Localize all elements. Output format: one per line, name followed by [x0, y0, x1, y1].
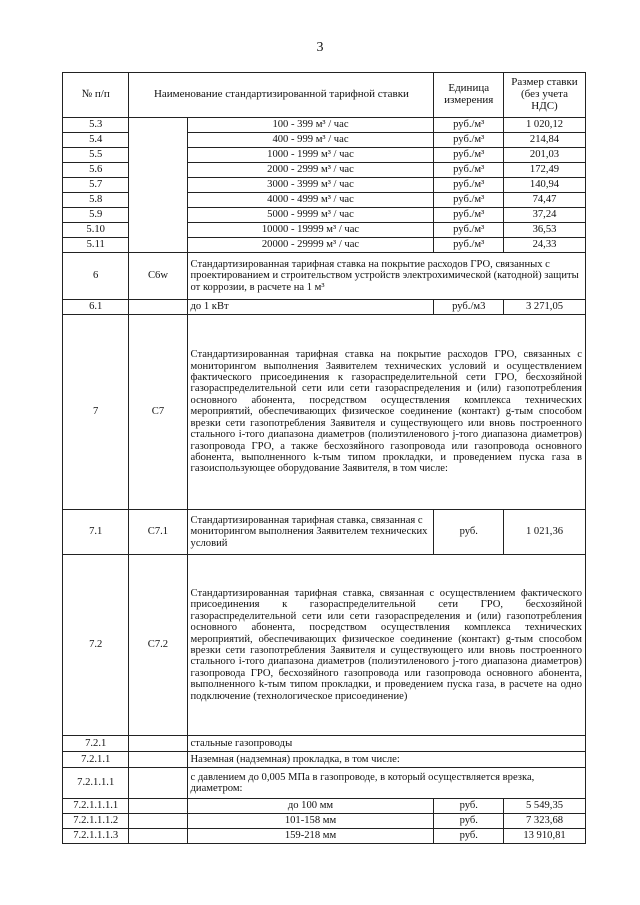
header-num: № п/п [63, 73, 129, 118]
code-cell-empty [129, 799, 187, 814]
rate-value: 74,47 [504, 193, 586, 208]
table-row [63, 736, 586, 752]
row-number: 5.3 [63, 118, 129, 133]
rate-description: с давлением до 0,005 МПа в газопроводе, в который осуществляется врезка, диаметром: [187, 768, 585, 799]
rate-name: 159-218 мм [187, 829, 434, 844]
table-row [63, 300, 586, 315]
table-row [63, 118, 586, 133]
unit-cell: руб./м3 [434, 300, 504, 315]
unit-cell: руб./м³ [434, 148, 504, 163]
rate-name: 1000 - 1999 м³ / час [187, 148, 434, 163]
rate-value: 201,03 [504, 148, 586, 163]
rate-name: 400 - 999 м³ / час [187, 133, 434, 148]
table-header-row [63, 73, 586, 118]
row-number: 6.1 [63, 300, 129, 315]
table-row [63, 829, 586, 844]
row-number: 7.2.1.1.1.2 [63, 814, 129, 829]
row-number: 6 [63, 253, 129, 300]
table-row [63, 253, 586, 300]
table-row [63, 768, 586, 799]
rate-name: 101-158 мм [187, 814, 434, 829]
row-number: 5.8 [63, 193, 129, 208]
header-unit: Единица измерения [434, 73, 504, 118]
rate-name: 3000 - 3999 м³ / час [187, 178, 434, 193]
row-number: 5.5 [63, 148, 129, 163]
table-row [63, 752, 586, 768]
rate-name: 5000 - 9999 м³ / час [187, 208, 434, 223]
unit-cell: руб./м³ [434, 193, 504, 208]
unit-cell: руб. [434, 829, 504, 844]
header-name: Наименование стандартизированной тарифной ставки [129, 73, 434, 118]
row-number: 7.2.1.1.1.3 [63, 829, 129, 844]
table-row [63, 799, 586, 814]
unit-cell: руб./м³ [434, 223, 504, 238]
rate-name: 100 - 399 м³ / час [187, 118, 434, 133]
rate-name: 4000 - 4999 м³ / час [187, 193, 434, 208]
table-row [63, 555, 586, 736]
unit-cell: руб. [434, 814, 504, 829]
rate-name: 20000 - 29999 м³ / час [187, 238, 434, 253]
row-number: 5.9 [63, 208, 129, 223]
rate-name: 2000 - 2999 м³ / час [187, 163, 434, 178]
unit-cell: руб./м³ [434, 208, 504, 223]
rate-code: C6w [129, 253, 187, 300]
rate-value: 1 021,36 [504, 510, 586, 555]
row-number: 5.4 [63, 133, 129, 148]
rate-value: 37,24 [504, 208, 586, 223]
page-number: 3 [316, 40, 324, 55]
rate-value: 1 020,12 [504, 118, 586, 133]
code-cell-empty [129, 736, 187, 752]
rate-description: Стандартизированная тарифная ставка, связанная с мониторингом выполнения Заявителем технических условий [187, 510, 434, 555]
unit-cell: руб./м³ [434, 178, 504, 193]
unit-cell: руб./м³ [434, 133, 504, 148]
rate-value: 3 271,05 [504, 300, 586, 315]
unit-cell: руб. [434, 799, 504, 814]
code-cell-empty [129, 814, 187, 829]
rate-value: 172,49 [504, 163, 586, 178]
rate-description: стальные газопроводы [187, 736, 585, 752]
rate-name: 10000 - 19999 м³ / час [187, 223, 434, 238]
row-number: 5.10 [63, 223, 129, 238]
table-row [63, 814, 586, 829]
rate-description: Наземная (надземная) прокладка, в том числе: [187, 752, 585, 768]
row-number: 5.11 [63, 238, 129, 253]
rate-value: 7 323,68 [504, 814, 586, 829]
code-cell-empty [129, 752, 187, 768]
rate-value: 140,94 [504, 178, 586, 193]
code-cell-empty [129, 829, 187, 844]
row-number: 7.1 [63, 510, 129, 555]
rate-value: 13 910,81 [504, 829, 586, 844]
rate-code: C7.2 [129, 555, 187, 736]
table-row [63, 510, 586, 555]
rate-value: 24,33 [504, 238, 586, 253]
row-number: 7.2.1.1 [63, 752, 129, 768]
row-number: 5.7 [63, 178, 129, 193]
rate-name: до 100 мм [187, 799, 434, 814]
code-cell-empty [129, 768, 187, 799]
row-number: 7.2.1.1.1 [63, 768, 129, 799]
rate-value: 5 549,35 [504, 799, 586, 814]
rate-code: C7 [129, 315, 187, 510]
row-number: 7.2 [63, 555, 129, 736]
unit-cell: руб./м³ [434, 163, 504, 178]
code-cell-empty [129, 118, 187, 253]
rate-description: Стандартизированная тарифная ставка, связанная с осуществлением фактического присоединения к газораспределительной сети ГРО, бесхозяйной газораспределительной сети или сети газораспределения и (или) газопотребления основного абонента, посредством осуществления комплекса технических мероприятий, обеспечивающих физическое соединение (контакт) g-тым способом врезки сети газопотребления Заявителя и существующего или вновь построенного стального i-того диапазона диаметров (полиэтиленового j-того диапазона диаметров) газопровода ГРО, бесхозяйного газопровода или газопровода основного абонента, выполненного k-тым типом прокладки, и проведением пуска газа, в расчете на одно подключение (технологическое присоединение) [187, 555, 585, 736]
unit-cell: руб./м³ [434, 238, 504, 253]
code-cell-empty [129, 300, 187, 315]
row-number: 7 [63, 315, 129, 510]
rate-description: Стандартизированная тарифная ставка на покрытие расходов ГРО, связанных с проектированием и строительством устройств электрохимической (катодной) защиты от коррозии, в расчете на 1 м³ [187, 253, 585, 300]
unit-cell: руб./м³ [434, 118, 504, 133]
rate-description: Стандартизированная тарифная ставка на покрытие расходов ГРО, связанных с мониторингом выполнения Заявителем технических условий и осуществлением фактического присоединения к газораспределительной сети ГРО, бесхозяйной газораспределительной сети или сети газораспределения и (или) газопотребления основного абонента, посредством осуществления комплекса технических мероприятий, обеспечивающих физическое соединение (контакт) g-тым способом врезки сети газопотребления Заявителя и существующего или вновь построенного стального i-того диапазона диаметров (полиэтиленового j-того диапазона диаметров) газопровода ГРО, а также бесхозяйного газопровода или газопровода основного абонента, выполненного k-тым типом прокладки, и проведением пуска газа в газоиспользующее оборудование Заявителя, в том числе: [187, 315, 585, 510]
row-number: 7.2.1.1.1.1 [63, 799, 129, 814]
rate-name: до 1 кВт [187, 300, 434, 315]
rate-value: 214,84 [504, 133, 586, 148]
row-number: 7.2.1 [63, 736, 129, 752]
row-number: 5.6 [63, 163, 129, 178]
unit-cell: руб. [434, 510, 504, 555]
header-rate: Размер ставки (без учета НДС) [504, 73, 586, 118]
rate-value: 36,53 [504, 223, 586, 238]
tariff-table [62, 72, 586, 844]
rate-code: C7.1 [129, 510, 187, 555]
table-row [63, 315, 586, 510]
